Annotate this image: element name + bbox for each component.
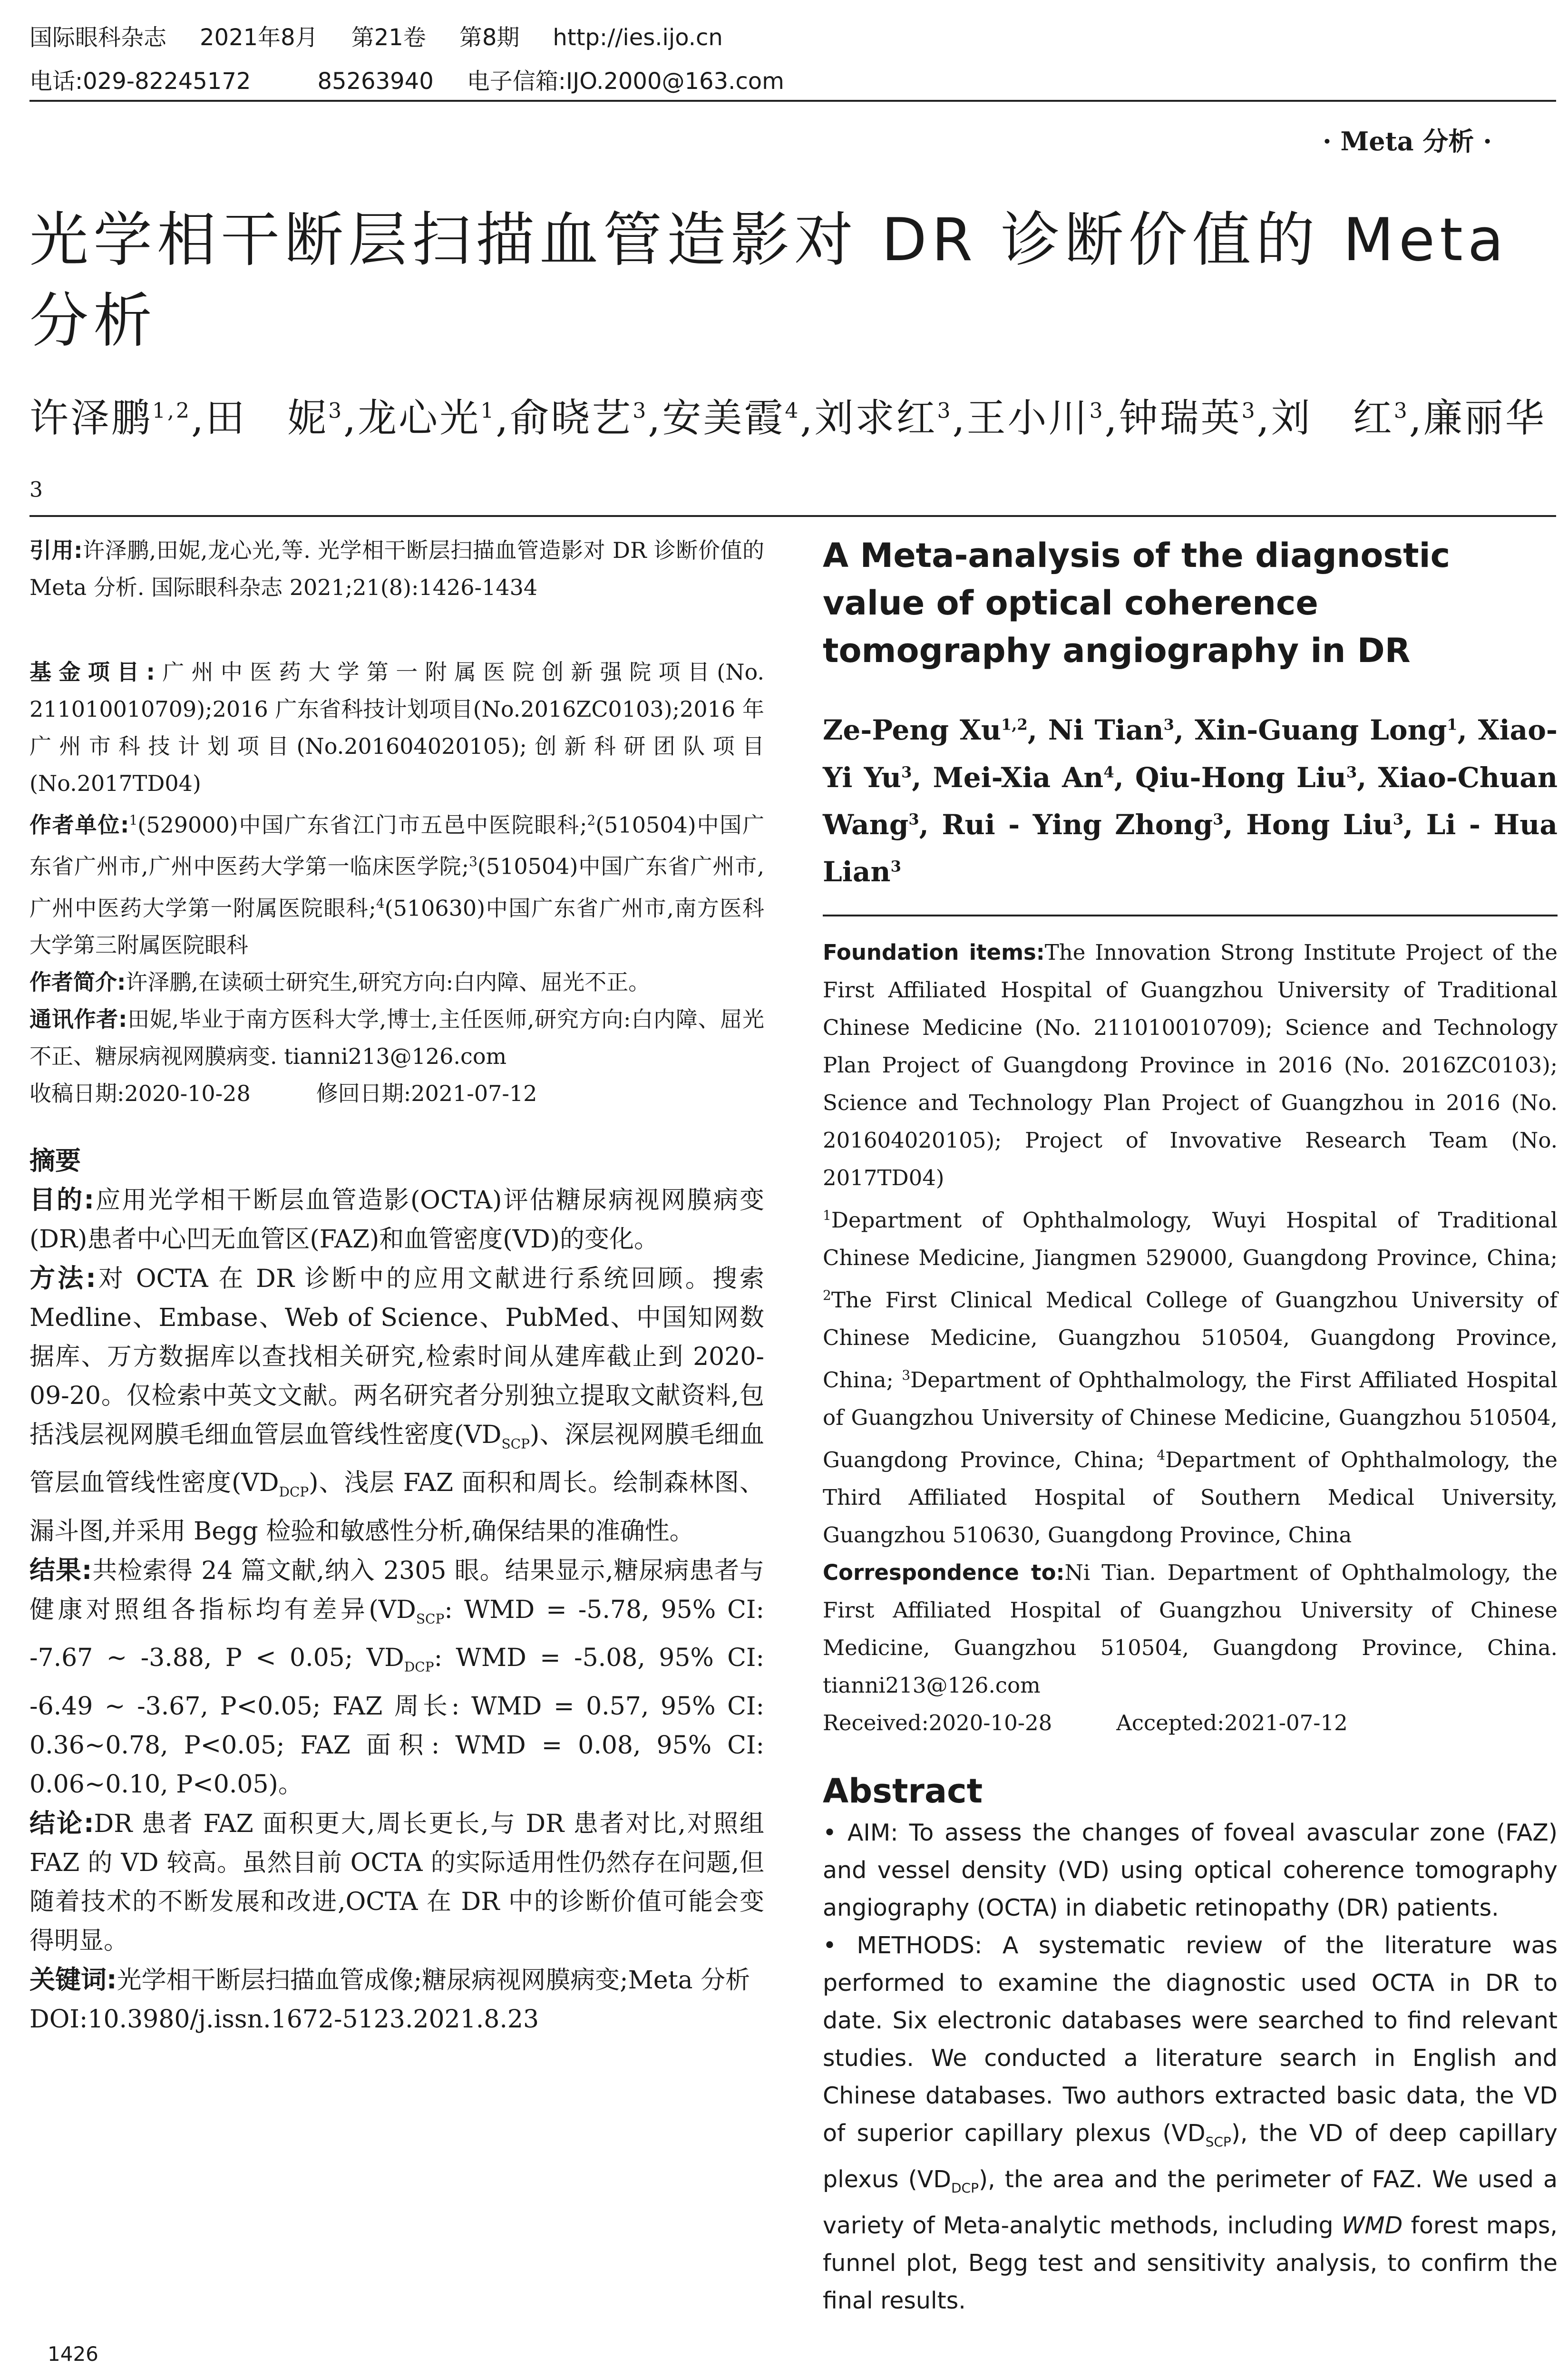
- received-date: Received:2020-10-28: [823, 1710, 1052, 1736]
- author-affil-sup: 3: [1089, 399, 1105, 423]
- author-affil-sup: 4: [785, 399, 800, 423]
- journal-header-line2: [29, 63, 784, 96]
- keywords-label: 关键词:: [29, 1964, 117, 1995]
- author-name: 王小川: [966, 396, 1090, 441]
- author-en: [1048, 714, 1174, 746]
- issue-date: 2021年8月: [200, 24, 318, 51]
- methods-text: A systematic review of the literature was performed to examine the diagnostic used OCTA in DR to date. Six electronic databases were searched to find relevant studies. We conducted a literature search in English and Chinese databases. Two authors extracted basic data, the VD of superior capillary plexus (VD: [823, 1932, 1558, 2147]
- doi[interactable]: DOI:10.3980/j.issn.1672-5123.2021.8.23: [29, 2005, 539, 2034]
- affil-4: Department of Ophthalmology, the Third Affiliated Hospital of Southern Medical University, Guangzhou 510630, Guangdong Province, China: [823, 1447, 1558, 1548]
- affil-1: (529000)中国广东省江门市五邑中医院眼科;: [137, 812, 587, 838]
- journal-url[interactable]: http://ies.ijo.cn: [553, 24, 723, 51]
- affiliations-en: [823, 1197, 1558, 1554]
- affil-2: The First Clinical Medical College of Guangzhou University of Chinese Medicine, Guangzhou 510504, Guangdong Province, China;: [823, 1287, 1558, 1393]
- fund-info: [29, 653, 764, 802]
- affil-2: (510504)中国广东省广州市,广州中医药大学第一临床医学院;: [29, 812, 764, 879]
- citation-label: 引用:: [29, 537, 83, 563]
- methods-label: 方法:: [29, 1263, 96, 1293]
- affil-sup: 2: [823, 1287, 831, 1304]
- author-affil-sup: 3: [937, 399, 953, 423]
- objective-text: 应用光学相干断层血管造影(OCTA)评估糖尿病视网膜病变(DR)患者中心凹无血管区(FAZ)和血管密度(VD)的变化。: [29, 1186, 764, 1254]
- affil-1: Department of Ophthalmology, Wuyi Hospital of Traditional Chinese Medicine, Jiangmen 529000, Guangdong Province, China;: [823, 1208, 1558, 1271]
- author-affil-sup: 1,2: [152, 399, 191, 423]
- author-name: Rui - Ying Zhong: [942, 808, 1213, 841]
- author-name: 钟瑞英: [1119, 396, 1242, 441]
- dates-cn: [29, 1075, 764, 1112]
- subscript: DCP: [951, 2180, 979, 2196]
- bio-label: 作者简介:: [29, 969, 126, 995]
- subscript: SCP: [501, 1436, 530, 1452]
- wmd-term: WMD: [1341, 2211, 1403, 2239]
- author-affil-sup: 3: [901, 763, 912, 781]
- author-cn: [358, 396, 496, 441]
- author-cn: [205, 396, 343, 441]
- author-name: Mei-Xia An: [933, 761, 1104, 794]
- author-cn: [1271, 396, 1409, 441]
- author-name: 廉丽华: [1423, 396, 1546, 441]
- corresponding-author: [29, 1001, 764, 1075]
- article-title-en: A Meta-analysis of the diagnostic value of optical coherence tomography angiography in DR: [823, 536, 1451, 670]
- methods-text: ), the area and the perimeter of FAZ. We used a variety of Meta-analytic methods, including: [823, 2166, 1558, 2239]
- author-name: 刘 红: [1271, 396, 1394, 441]
- article-title-cn: 光学相干断层扫描血管造影对 DR 诊断价值的 Meta 分析: [29, 206, 1509, 355]
- aim-label: • AIM:: [823, 1819, 898, 1847]
- results-label: 结果:: [29, 1555, 92, 1585]
- affil-4: (510630)中国广东省广州市,南方医科大学第三附属医院眼科: [29, 895, 764, 958]
- author-affil-sup: 1: [1447, 716, 1458, 734]
- affil-sup: 1: [823, 1208, 831, 1224]
- methods-text: )、浅层 FAZ 面积和周长。绘制森林图、漏斗图,并采用 Begg 检验和敏感性分析,确保结果的准确性。: [29, 1469, 764, 1546]
- author-en: [1135, 761, 1357, 794]
- author-name: Ni Tian: [1048, 714, 1164, 747]
- author-name: Li - Hua Lian: [823, 808, 1558, 888]
- author-affil-sup: 3: [1393, 810, 1403, 828]
- author-affil-sup: 3: [1393, 399, 1409, 423]
- author-name: 安美霞: [662, 396, 785, 441]
- foundation-label: Foundation items:: [823, 940, 1045, 965]
- corr-text: 田妮,毕业于南方医科大学,博士,主任医师,研究方向:白内障、屈光不正、糖尿病视网膜病变. tianni213@126.com: [29, 1006, 764, 1069]
- author-cn: [967, 396, 1105, 441]
- abstract-heading-cn: 摘要: [29, 1145, 81, 1176]
- author-affil-sup: 4: [1103, 763, 1114, 781]
- methods-en: [823, 1927, 1558, 2319]
- results-text: : WMD = -5.78, 95% CI: -7.67 ~ -3.88, P < 0.05; VD: [29, 1595, 764, 1673]
- affil-sup: 2: [587, 812, 596, 828]
- dates-en: [823, 1704, 1558, 1742]
- aim-text: To assess the changes of foveal avascular zone (FAZ) and vessel density (VD) using optical coherence tomography angiography (OCTA) in diabetic retinopathy (DR) patients.: [823, 1819, 1558, 1922]
- correspondence: [823, 1554, 1558, 1704]
- correspondence-text: Ni Tian. Department of Ophthalmology, the First Affiliated Hospital of Guangzhou University of Chinese Medicine, Guangzhou 510504, Guangdong Province, China. tianni213@126.com: [823, 1560, 1558, 1698]
- email[interactable]: 电子信箱:IJO.2000@163.com: [467, 68, 784, 95]
- volume: 第21卷: [351, 24, 426, 51]
- citation-text: 许泽鹏,田妮,龙心光,等. 光学相干断层扫描血管造影对 DR 诊断价值的 Meta 分析. 国际眼科杂志 2021;21(8):1426-1434: [29, 537, 764, 600]
- subscript: SCP: [1205, 2134, 1231, 2150]
- keywords-cn: [29, 1960, 764, 2000]
- corr-label: 通讯作者:: [29, 1006, 127, 1032]
- bio-text: 许泽鹏,在读硕士研究生,研究方向:白内障、屈光不正。: [126, 969, 651, 995]
- authors-en: Ze-Peng Xu$^{1,2}$, Ni Tian$^3$, Xin-Guang Long$^1$, Xiao-Yi Yu$^3$, Mei-Xia An$^4$, Qiu-Hong Liu$^3$, Xiao-Chuan Wang$^3$, Rui - Ying Zhong$^3$, Hong Liu$^3$, Li - Hua Lian$^3$: [823, 714, 1558, 888]
- left-column: [29, 532, 764, 2039]
- author-name: Xin-Guang Long: [1194, 714, 1447, 747]
- author-name: Ze-Peng Xu: [823, 714, 1002, 747]
- author-affil-sup: 1,2: [1001, 716, 1028, 734]
- author-en: [942, 809, 1223, 841]
- author-name: Xiao-Chuan Wang: [823, 761, 1558, 841]
- affil-3: (510504)中国广东省广州市,广州中医药大学第一附属医院眼科;: [29, 853, 764, 921]
- received-date: 收稿日期:2020-10-28: [29, 1080, 251, 1106]
- author-affil-sup: 3: [908, 810, 919, 828]
- author-name: 田 妮: [205, 396, 329, 441]
- author-cn: [814, 396, 952, 441]
- section-tag: · Meta 分析 ·: [1322, 126, 1492, 156]
- issue: 第8期: [459, 24, 520, 51]
- author-cn: [1119, 396, 1257, 441]
- author-name: 俞晓艺: [510, 396, 633, 441]
- abstract-heading-en: Abstract: [823, 1772, 983, 1811]
- author-affil-sup: 3: [1346, 763, 1357, 781]
- fund-text: 广州中医药大学第一附属医院创新强院项目(No. 211010010709);2016 广东省科技计划项目(No.2016ZC0103);2016 年广州市科技计划项目(No.201604020105);创新科研团队项目(No.2017TD04): [29, 659, 764, 796]
- aim: [823, 1814, 1558, 1927]
- methods-text: ), the VD of deep capillary plexus (VD: [823, 2120, 1558, 2193]
- author-name: Qiu-Hong Liu: [1135, 761, 1346, 794]
- results-cn: [29, 1551, 764, 1804]
- author-affil-sup: 3: [1163, 716, 1174, 734]
- subscript: DCP: [279, 1484, 309, 1500]
- affil-sup: 3: [902, 1367, 911, 1383]
- methods-text: 对 OCTA 在 DR 诊断中的应用文献进行系统回顾。搜索 Medline、Embase、Web of Science、PubMed、中国知网数据库、万方数据库以查找相关研究,检索时间从建库截止到 2020-09-20。仅检索中英文文献。两名研究者分别独立提取文献资料,包括浅层视网膜毛细血管层血管线性密度(VD: [29, 1264, 764, 1449]
- author-affil-sup: 3: [1241, 399, 1257, 423]
- methods-text: )、深层视网膜毛细血管层血管线性密度(VD: [29, 1420, 764, 1498]
- author-cn: [29, 396, 191, 441]
- journal-name: 国际眼科杂志: [29, 24, 167, 51]
- author-en: [1246, 809, 1403, 841]
- conclusion-label: 结论:: [29, 1808, 94, 1838]
- author-name: 刘求红: [814, 396, 937, 441]
- author-affil-sup: 3: [890, 857, 901, 876]
- journal-header-line1: [29, 19, 723, 52]
- author-en: [1195, 714, 1458, 746]
- methods-cn: [29, 1259, 764, 1551]
- objective-label: 目的:: [29, 1184, 94, 1215]
- affiliations-cn: [29, 802, 764, 964]
- affil-sup: 1: [129, 812, 138, 828]
- foundation-text: The Innovation Strong Institute Project of the First Affiliated Hospital of Guangzhou University of Traditional Chinese Medicine (No. 211010010709); Science and Technology Plan Project of Guangdong Province in 2016 (No. 2016ZC0103); Science and Technology Plan Project of Guangzhou in 2016 (No. 201604020105); Project of Invovative Research Team (No. 2017TD04): [823, 940, 1558, 1191]
- accepted-date: Accepted:2021-07-12: [1116, 1710, 1348, 1736]
- author-name: Hong Liu: [1246, 808, 1393, 841]
- author-name: 龙心光: [358, 396, 481, 441]
- subscript: DCP: [404, 1659, 434, 1675]
- author-en: [823, 714, 1028, 746]
- foundation-items: [823, 934, 1558, 1197]
- conclusion-cn: [29, 1804, 764, 1960]
- affil-3: Department of Ophthalmology, the First Affiliated Hospital of Guangzhou University of Chinese Medicine, Guangzhou 510504, Guangdong Province, China;: [823, 1367, 1558, 1473]
- header-rule: [29, 100, 1556, 102]
- author-affil-sup: 3: [633, 399, 648, 423]
- affil-sup: 3: [469, 854, 477, 870]
- revised-date: 修回日期:2021-07-12: [316, 1080, 537, 1106]
- affil-sup: 4: [1157, 1447, 1166, 1463]
- author-name: Xiao-Yi Yu: [823, 714, 1558, 794]
- results-text: : WMD = -5.08, 95% CI: -6.49 ~ -3.67, P<0.05; FAZ 周长: WMD = 0.57, 95% CI: 0.36~0.78, P<0.05; FAZ 面积: WMD = 0.08, 95% CI: 0.06~0.10, P<0.05)。: [29, 1644, 764, 1799]
- results-text: 共检索得 24 篇文献,纳入 2305 眼。结果显示,糖尿病患者与健康对照组各指标均有差异(VD: [29, 1556, 764, 1624]
- conclusion-text: DR 患者 FAZ 面积更大,周长更长,与 DR 患者对比,对照组 FAZ 的 VD 较高。虽然目前 OCTA 的实际适用性仍然存在问题,但随着技术的不断发展和改进,OCTA 在 DR 中的诊断价值可能会变得明显。: [29, 1809, 764, 1955]
- phone-2: 85263940: [317, 68, 434, 95]
- fund-label: 基金项目:: [29, 659, 155, 685]
- author-affil-sup: 3: [29, 477, 45, 502]
- title-rule: [29, 515, 1556, 517]
- subscript: SCP: [416, 1611, 445, 1627]
- author-cn: [662, 396, 800, 441]
- keywords-text: 光学相干断层扫描血管成像;糖尿病视网膜病变;Meta 分析: [117, 1966, 750, 1995]
- author-affil-sup: 3: [1213, 810, 1224, 828]
- correspondence-label: Correspondence to:: [823, 1560, 1065, 1586]
- authors-cn: 许泽鹏$^{1,2}$,田 妮$^3$,龙心光$^1$,俞晓艺$^3$,安美霞$^4$,刘求红$^3$,王小川$^3$,钟瑞英$^3$,刘 红$^3$,廉丽华$^3$: [29, 376, 1556, 533]
- affil-label: 作者单位:: [29, 812, 129, 838]
- page-number: 1426: [48, 2342, 98, 2366]
- right-rule: [823, 915, 1558, 916]
- objective: [29, 1180, 764, 1259]
- methods-label: • METHODS:: [823, 1932, 983, 1959]
- author-cn: [510, 396, 648, 441]
- author-name: 许泽鹏: [29, 396, 153, 441]
- phone: 电话:029-82245172: [29, 68, 251, 95]
- right-column: [823, 532, 1558, 2319]
- methods-text: forest maps, funnel plot, Begg test and sensitivity analysis, to confirm the final results.: [823, 2211, 1558, 2314]
- citation: [29, 532, 764, 606]
- author-bio: [29, 964, 764, 1001]
- author-affil-sup: 3: [328, 399, 344, 423]
- author-affil-sup: 1: [480, 399, 496, 423]
- author-en: [933, 761, 1114, 794]
- affil-sup: 4: [376, 895, 385, 911]
